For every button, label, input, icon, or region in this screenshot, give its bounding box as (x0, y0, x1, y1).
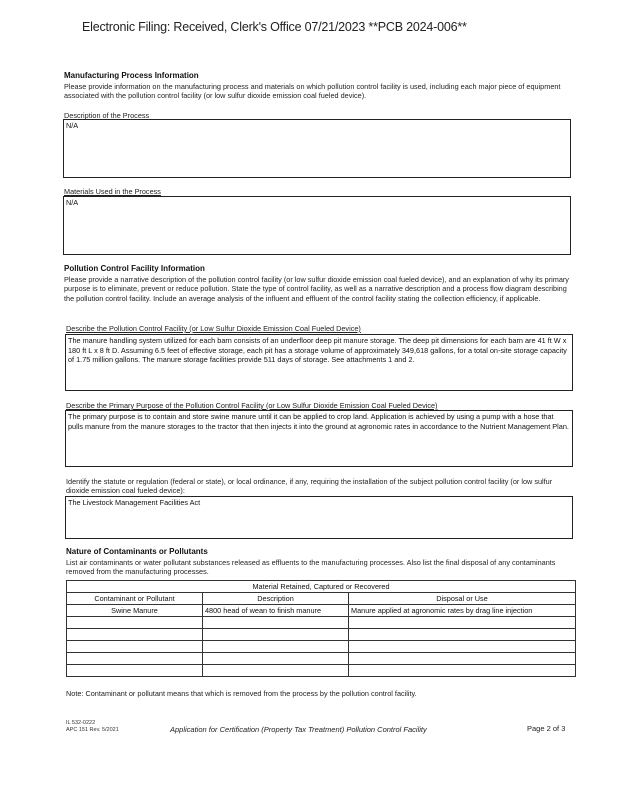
contaminants-heading: Nature of Contaminants or Pollutants (66, 547, 208, 556)
description-of-process-label: Description of the Process (64, 111, 150, 120)
disposal-cell[interactable]: Manure applied at agronomic rates by drag line injection (349, 605, 576, 617)
describe-facility-field[interactable]: The manure handling system utilized for each barn consists of an underfloor deep pit manure storage. The deep pit dimensions for each barn are 41 ft W x 180 ft L x 8 ft D. Assuming 6.5 feet of effective storage, each pit has a storage volume of approximately 349,618 gallons, for a total on-site storage capacity of 1.75 million gallons. The manure storage facilities provide 511 days of storage. See attachments 1 and 2. (65, 334, 573, 391)
table-row (67, 641, 576, 653)
table-row (67, 605, 576, 617)
disposal-cell[interactable] (349, 641, 576, 653)
disposal-cell[interactable] (349, 653, 576, 665)
primary-purpose-field[interactable]: The primary purpose is to contain and store swine manure until it can be applied to crop land. Application is achieved by using a pump with a hose that pulls manure from the manure storages to the tractor that then injects it into the ground at agronomic rates in accordance to the Nutrient Management Plan. (65, 410, 573, 467)
contaminant-cell[interactable] (67, 617, 203, 629)
description-cell[interactable]: 4800 head of wean to finish manure (203, 605, 349, 617)
page-number: Page 2 of 3 (527, 724, 566, 733)
description-cell[interactable] (203, 629, 349, 641)
materials-used-field[interactable]: N/A (63, 196, 571, 255)
form-id-line1: IL 532-0222 (66, 720, 96, 726)
manufacturing-instructions: Please provide information on the manufacturing process and materials on which pollution control facility is used, including each major piece of equipment associated with the pollution control facility (or low sulfur dioxide emission coal fueled device). (64, 82, 561, 101)
table-row (67, 665, 576, 677)
contaminants-instructions: List air contaminants or water pollutant substances released as effluents to the manufacturing processes. Also list the final disposal of any contaminants removed from the manufacturing processes. (66, 558, 556, 577)
description-cell[interactable] (203, 641, 349, 653)
primary-purpose-label: Describe the Primary Purpose of the Pollution Control Facility (or Low Sulfur Dioxide Emission Coal Fueled Device) (66, 401, 438, 410)
manufacturing-heading: Manufacturing Process Information (64, 71, 199, 80)
materials-used-label: Materials Used in the Process (64, 187, 161, 196)
pollution-control-heading: Pollution Control Facility Information (64, 264, 205, 273)
table-row (67, 617, 576, 629)
disposal-cell[interactable] (349, 629, 576, 641)
table-header-row (67, 593, 576, 605)
table-row (67, 629, 576, 641)
contaminant-cell[interactable]: Swine Manure (67, 605, 203, 617)
description-cell[interactable] (203, 665, 349, 677)
contaminant-cell[interactable] (67, 629, 203, 641)
contaminant-cell[interactable] (67, 653, 203, 665)
description-cell[interactable] (203, 653, 349, 665)
contaminant-cell[interactable] (67, 665, 203, 677)
column-header-disposal: Disposal or Use (349, 593, 576, 605)
column-header-contaminant: Contaminant or Pollutant (67, 593, 203, 605)
statute-field[interactable]: The Livestock Management Facilities Act (65, 496, 573, 539)
describe-facility-label: Describe the Pollution Control Facility (or Low Sulfur Dioxide Emission Coal Fueled Device) (66, 324, 361, 333)
disposal-cell[interactable] (349, 617, 576, 629)
disposal-cell[interactable] (349, 665, 576, 677)
material-retained-header: Material Retained, Captured or Recovered (67, 581, 576, 593)
contaminants-table (66, 580, 576, 677)
table-row (67, 653, 576, 665)
form-title: Application for Certification (Property Tax Treatment) Pollution Control Facility (170, 725, 427, 734)
description-of-process-field[interactable]: N/A (63, 119, 571, 178)
pollution-control-instructions: Please provide a narrative description of the pollution control facility (or low sulfur dioxide emission coal fueled device), and an explanation of why its primary purpose is to eliminate, prevent or reduce pollution. State the type of control facility, as well as a narrative description and a process flow diagram describing the pollution control facility. Include an average analysis of the influent and effluent of the control facility stating the collection efficiency, if applicable. (64, 275, 569, 303)
description-cell[interactable] (203, 617, 349, 629)
column-header-description: Description (203, 593, 349, 605)
statute-label: Identify the statute or regulation (federal or state), or local ordinance, if any, requiring the installation of the subject pollution control facility (or low sulfur dioxide emission coal fueled device): (66, 477, 553, 496)
table-group-header-row (67, 581, 576, 593)
contaminants-note: Note: Contaminant or pollutant means that which is removed from the process by the pollution control facility. (66, 689, 417, 698)
filing-stamp: Electronic Filing: Received, Clerk's Office 07/21/2023 **PCB 2024-006** (82, 20, 467, 34)
contaminant-cell[interactable] (67, 641, 203, 653)
form-id-line2: APC 151 Rev. 5/2021 (66, 727, 119, 733)
